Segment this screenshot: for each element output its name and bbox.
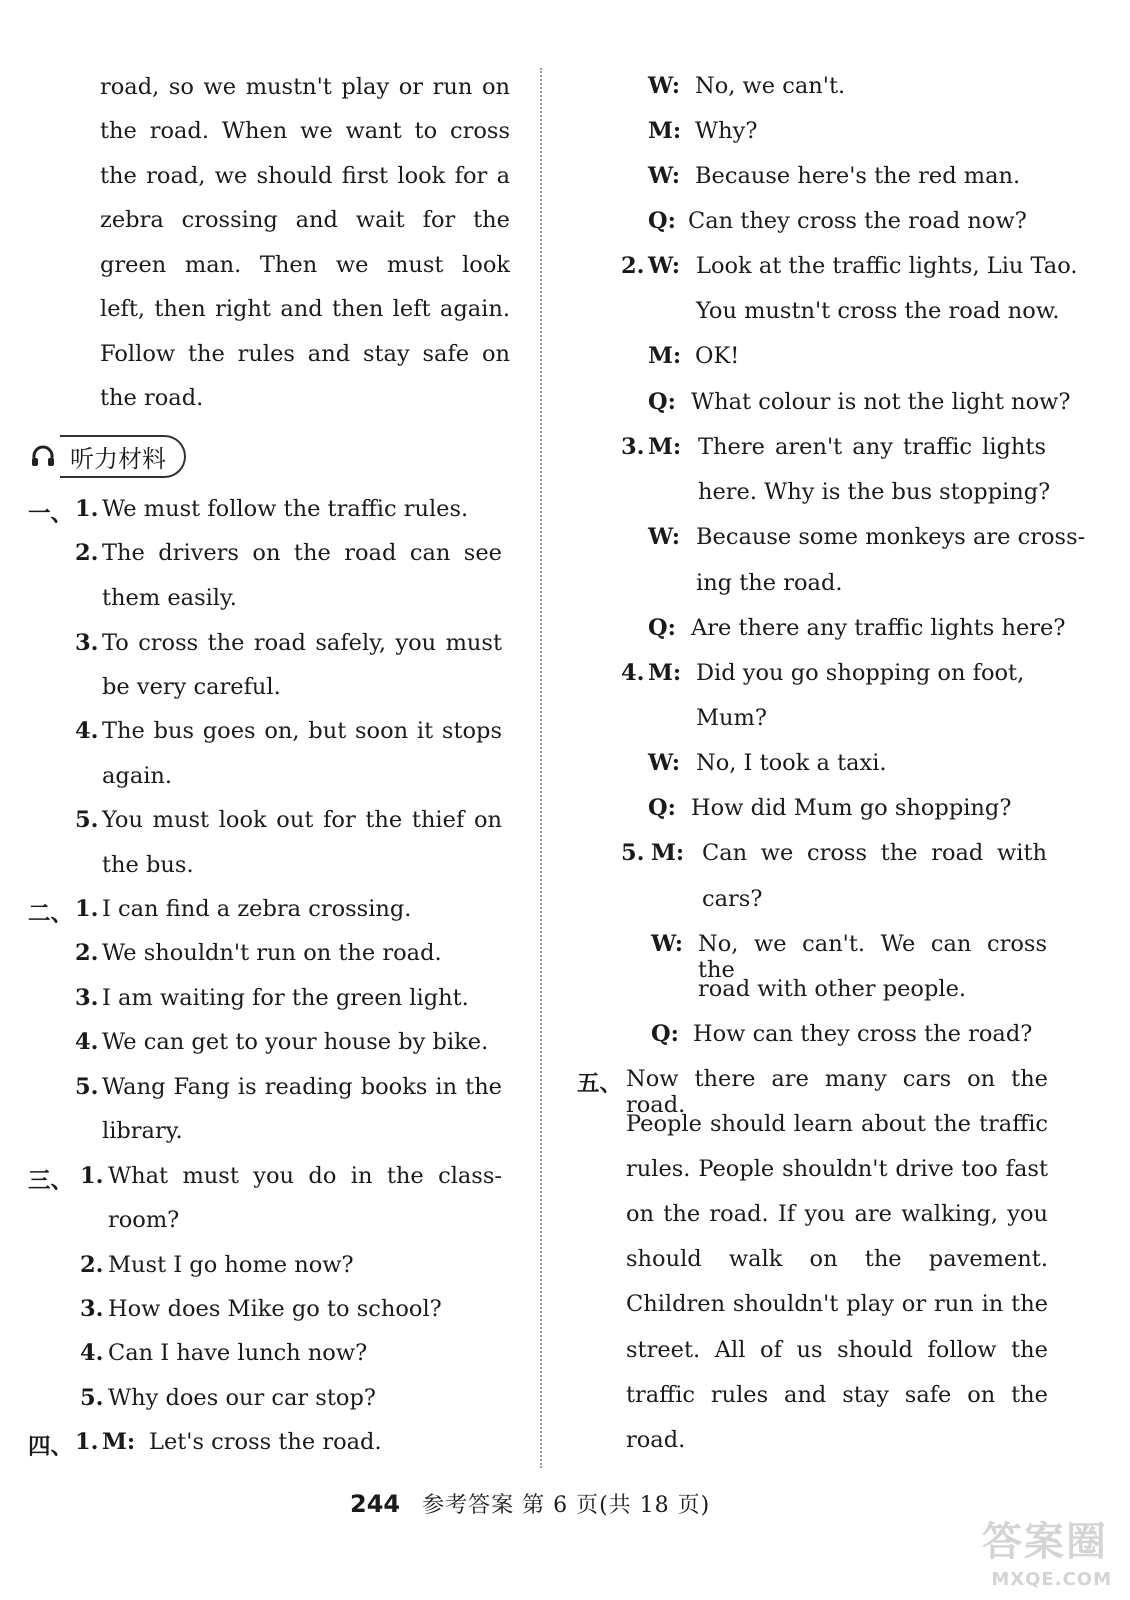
dialogue-text: Mum?: [696, 705, 767, 731]
watermark-logo-text: 答案圈: [982, 1519, 1108, 1565]
item-text: again.: [102, 763, 173, 789]
section-mark-1: 一、: [28, 501, 74, 527]
item-text: We can get to your house by bike.: [102, 1029, 489, 1055]
section-mark-4: 四、: [28, 1434, 74, 1460]
speaker-label: Q:: [651, 1021, 679, 1047]
passage-line: Now there are many cars on the road.: [626, 1066, 1048, 1118]
speaker-label: W:: [648, 253, 681, 279]
dialogue-text: OK!: [695, 343, 740, 369]
item-number: 2.: [80, 1252, 104, 1278]
speaker-label: M:: [648, 118, 682, 144]
dialogue-text: Let's cross the road.: [149, 1429, 382, 1455]
item-number: 1.: [75, 496, 99, 522]
speaker-label: Q:: [648, 389, 676, 415]
page-info: 参考答案 第 6 页(共 18 页): [422, 1493, 711, 1518]
item-text: What must you do in the class-: [108, 1163, 502, 1189]
watermark-url: MXQE.COM: [991, 1569, 1112, 1590]
dialogue-text: No, we can't.: [695, 73, 846, 99]
speaker-label: M:: [651, 840, 685, 866]
question-text: How did Mum go shopping?: [691, 795, 1012, 821]
listening-header-label: 听力材料: [60, 435, 186, 478]
item-text: We must follow the traffic rules.: [102, 496, 469, 522]
passage-line: Children shouldn't play or run in the: [626, 1291, 1048, 1317]
item-number: 4.: [80, 1340, 104, 1366]
item-text: them easily.: [102, 585, 237, 611]
item-text: The bus goes on, but soon it stops: [102, 718, 502, 744]
item-text: The drivers on the road can see: [102, 540, 502, 566]
passage-line: should walk on the pavement.: [626, 1246, 1048, 1272]
speaker-label: M:: [648, 434, 682, 460]
dialogue-text: Can we cross the road with: [702, 840, 1047, 866]
item-number: 4.: [75, 1029, 99, 1055]
dialogue-text: here. Why is the bus stopping?: [698, 479, 1051, 505]
item-number: 3.: [75, 985, 99, 1011]
speaker-label: Q:: [648, 795, 676, 821]
dialogue-text: Look at the traffic lights, Liu Tao.: [696, 253, 1078, 279]
dialogue-text: ing the road.: [696, 570, 843, 596]
passage-line: road, so we mustn't play or run on: [100, 74, 510, 100]
dialogue-text: Did you go shopping on foot,: [696, 660, 1025, 686]
passage-line: road.: [626, 1427, 686, 1453]
item-number: 1.: [75, 1429, 99, 1455]
dialogue-text: Because some monkeys are cross-: [696, 524, 1086, 550]
item-number: 5.: [621, 840, 645, 866]
dialogue-text: road with other people.: [698, 976, 967, 1002]
speaker-label: W:: [648, 163, 681, 189]
item-number: 2.: [75, 940, 99, 966]
item-number: 3.: [75, 630, 99, 656]
item-number: 4.: [75, 718, 99, 744]
dialogue-text: There aren't any traffic lights: [698, 434, 1046, 460]
question-text: Can they cross the road now?: [688, 208, 1027, 234]
item-number: 1.: [75, 896, 99, 922]
listening-header: [30, 436, 186, 476]
item-text: I can find a zebra crossing.: [102, 896, 412, 922]
speaker-label: W:: [648, 750, 681, 776]
page-footer: [350, 1488, 790, 1519]
item-number: 4.: [621, 660, 645, 686]
question-text: What colour is not the light now?: [691, 389, 1071, 415]
item-number: 5.: [75, 1074, 99, 1100]
column-divider: [540, 68, 542, 1468]
page-number: 244: [350, 1490, 401, 1518]
passage-line: the road, we should first look for a: [100, 163, 510, 189]
item-text: We shouldn't run on the road.: [102, 940, 442, 966]
passage-line: the road.: [100, 385, 204, 411]
passage-line: People should learn about the traffic: [626, 1111, 1048, 1137]
speaker-label: M:: [102, 1429, 136, 1455]
speaker-label: W:: [651, 931, 684, 957]
passage-line: left, then right and then left again.: [100, 296, 510, 322]
question-text: Are there any traffic lights here?: [691, 615, 1066, 641]
item-text: Wang Fang is reading books in the: [102, 1074, 502, 1100]
passage-line: zebra crossing and wait for the: [100, 207, 510, 233]
item-number: 2.: [621, 253, 645, 279]
passage-line: the road. When we want to cross: [100, 118, 510, 144]
speaker-label: M:: [648, 343, 682, 369]
passage-line: street. All of us should follow the: [626, 1337, 1048, 1363]
item-number: 3.: [621, 434, 645, 460]
dialogue-text: No, we can't. We can cross the: [698, 931, 1047, 983]
item-text: Must I go home now?: [108, 1252, 354, 1278]
passage-line: on the road. If you are walking, you: [626, 1201, 1048, 1227]
item-number: 5.: [75, 807, 99, 833]
item-text: You must look out for the thief on: [102, 807, 502, 833]
item-number: 3.: [80, 1296, 104, 1322]
item-text: Why does our car stop?: [108, 1385, 376, 1411]
dialogue-text: No, I took a taxi.: [696, 750, 887, 776]
item-text: the bus.: [102, 852, 194, 878]
dialogue-text: Why?: [695, 118, 758, 144]
passage-line: traffic rules and stay safe on the: [626, 1382, 1048, 1408]
item-number: 1.: [80, 1163, 104, 1189]
item-number: 2.: [75, 540, 99, 566]
passage-line: rules. People shouldn't drive too fast: [626, 1156, 1048, 1182]
item-text: To cross the road safely, you must: [102, 630, 502, 656]
item-number: 5.: [80, 1385, 104, 1411]
dialogue-text: cars?: [702, 886, 763, 912]
dialogue-text: You mustn't cross the road now.: [696, 298, 1060, 324]
speaker-label: W:: [648, 524, 681, 550]
item-text: I am waiting for the green light.: [102, 985, 469, 1011]
item-text: be very careful.: [102, 674, 281, 700]
speaker-label: W:: [648, 73, 681, 99]
question-text: How can they cross the road?: [693, 1021, 1033, 1047]
section-mark-3: 三、: [28, 1168, 74, 1194]
speaker-label: M:: [648, 660, 682, 686]
speaker-label: Q:: [648, 208, 676, 234]
item-text: How does Mike go to school?: [108, 1296, 442, 1322]
item-text: Can I have lunch now?: [108, 1340, 368, 1366]
passage-line: green man. Then we must look: [100, 252, 510, 278]
watermark: [946, 1510, 1116, 1590]
item-text: room?: [108, 1207, 180, 1233]
section-mark-2: 二、: [28, 901, 74, 927]
passage-line: Follow the rules and stay safe on: [100, 341, 510, 367]
headphones-icon: [30, 443, 56, 469]
speaker-label: Q:: [648, 615, 676, 641]
item-text: library.: [102, 1118, 183, 1144]
section-mark-5: 五、: [577, 1071, 623, 1097]
dialogue-text: Because here's the red man.: [695, 163, 1021, 189]
